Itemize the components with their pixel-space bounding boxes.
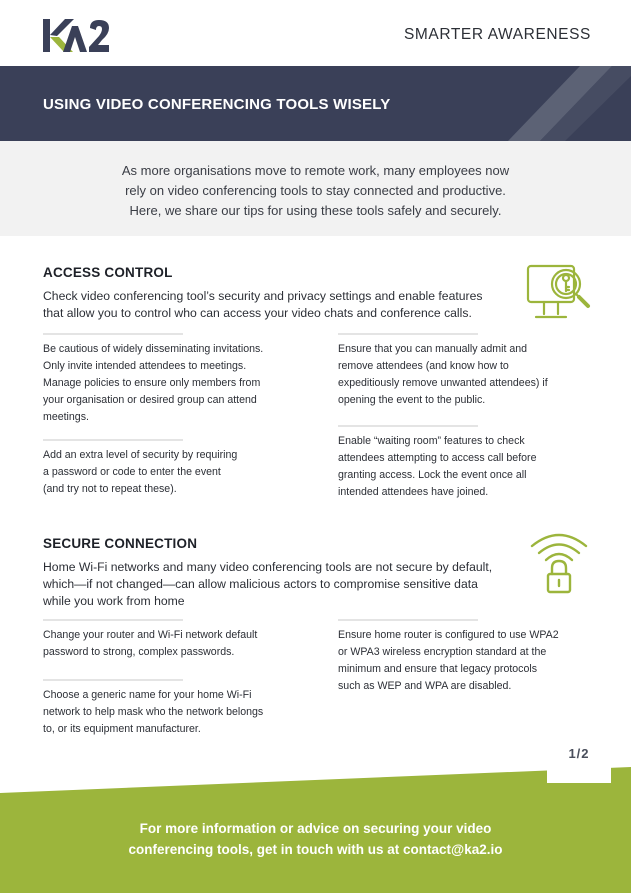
tip-line: your organisation or desired group can attend	[43, 394, 257, 406]
desc-line: while you work from home	[43, 594, 185, 608]
tip-line: attendees attempting to access call before	[338, 452, 537, 464]
tip-line: Only invite intended attendees to meetings.	[43, 360, 247, 372]
tip-line: Enable “waiting room” features to check	[338, 435, 525, 447]
intro-line: rely on video conferencing tools to stay connected and productive.	[125, 183, 506, 198]
tip-line: network to help mask who the network belongs	[43, 706, 264, 718]
tip-line: Add an extra level of security by requiring	[43, 449, 238, 461]
desc-line: which—if not changed—can allow malicious actors to compromise sensitive data	[43, 577, 478, 591]
section-title-access-control: ACCESS CONTROL	[43, 265, 173, 280]
desc-line: that allow you to control who can access your video chats and conference calls.	[43, 306, 472, 320]
tip-line: granting access. Lock the event once all	[338, 469, 527, 481]
tip-line: or WPA3 wireless encryption standard at the	[338, 646, 547, 658]
tip-line: Ensure home router is configured to use WPA2	[338, 629, 559, 641]
tip-line: (and try not to repeat these).	[43, 483, 177, 495]
tagline: SMARTER AWARENESS	[403, 26, 591, 43]
footer-contact	[0, 818, 631, 860]
tip-line: to, or its equipment manufacturer.	[43, 723, 201, 735]
tip-line: intended attendees have joined.	[338, 486, 489, 498]
desc-line: Check video conferencing tool’s security and privacy settings and enable features	[43, 289, 483, 303]
page-number-tab	[547, 741, 611, 783]
tip-line: Change your router and Wi-Fi network default	[43, 629, 258, 641]
footer-line: For more information or advice on securing your video	[139, 821, 492, 836]
page-title: USING VIDEO CONFERENCING TOOLS WISELY	[43, 96, 391, 113]
tip-line: password to strong, complex passwords.	[43, 646, 235, 658]
tip-line: meetings.	[43, 411, 89, 423]
tip-line: Choose a generic name for your home Wi-Fi	[43, 689, 252, 701]
page-number: 1/2	[568, 746, 590, 761]
tip-line: remove attendees (and know how to	[338, 360, 509, 372]
tip-line: such as WEP and WPA are disabled.	[338, 680, 512, 692]
tip-line: Ensure that you can manually admit and	[338, 343, 528, 355]
footer-line: conferencing tools, get in touch with us at contact@ka2.io	[128, 842, 503, 857]
tip-line: Be cautious of widely disseminating invitations.	[43, 343, 264, 355]
tip-line: opening the event to the public.	[338, 394, 486, 406]
tip-line: a password or code to enter the event	[43, 466, 221, 478]
tip-line: expeditiously remove unwanted attendees) if	[338, 377, 548, 389]
tip-line: Manage policies to ensure only members from	[43, 377, 261, 389]
intro-line: Here, we share our tips for using these tools safely and securely.	[129, 203, 502, 218]
section-title-secure-connection: SECURE CONNECTION	[43, 536, 198, 551]
intro-line: As more organisations move to remote work, many employees now	[121, 163, 510, 178]
tip-line: minimum and ensure that legacy protocols	[338, 663, 538, 675]
desc-line: Home Wi-Fi networks and many video conferencing tools are not secure by default,	[43, 560, 493, 574]
